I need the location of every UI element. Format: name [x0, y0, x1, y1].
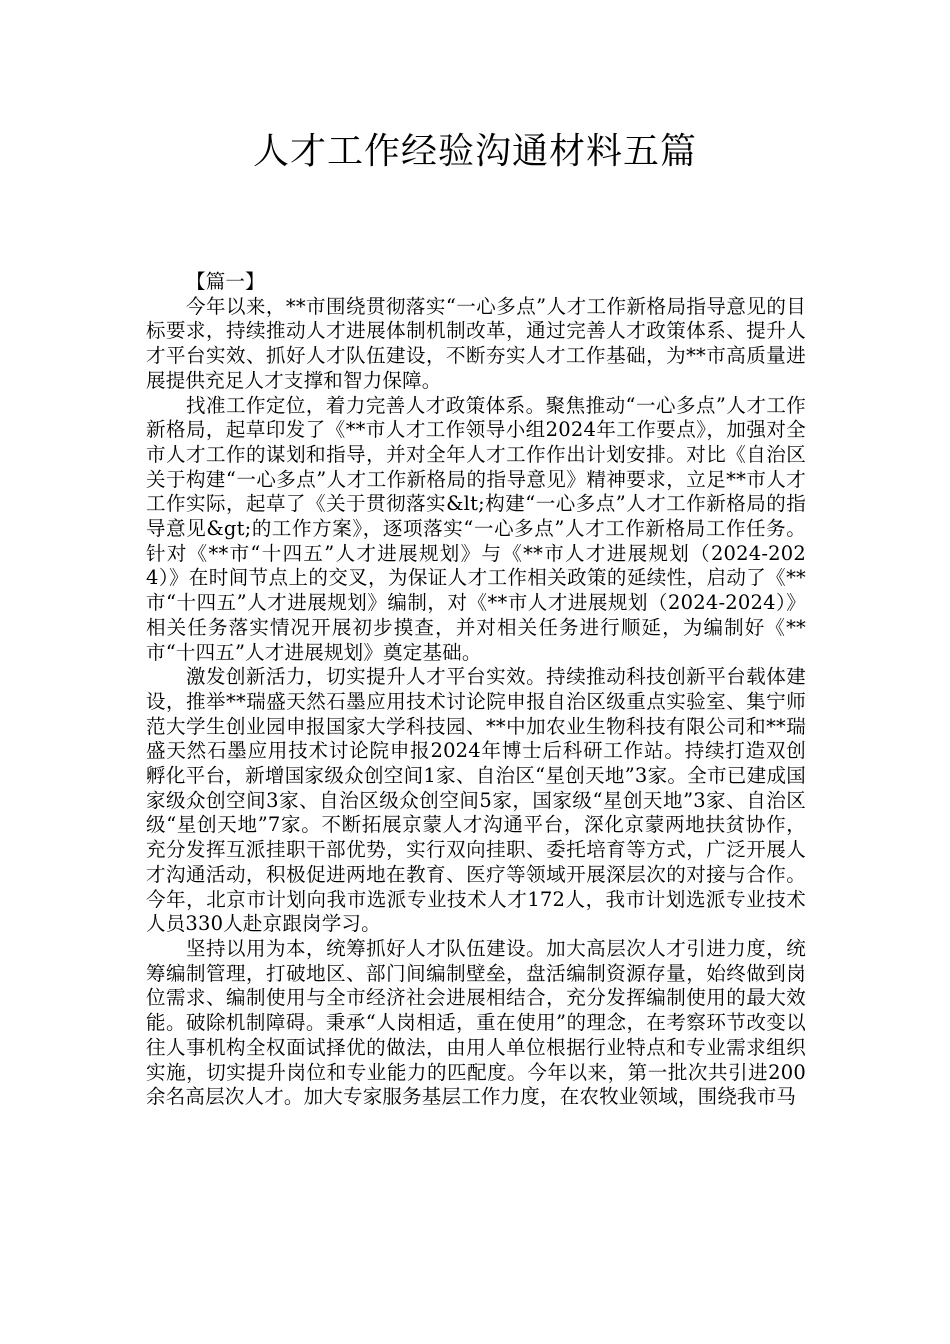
paragraph-platform: 激发创新活力，切实提升人才平台实效。持续推动科技创新平台载体建设，推举**瑞盛天然石墨应用技术讨论院申报自治区级重点实验室、集宁师范大学生创业园申报国家大学科技园、**中加农业生物科技有限公司和**瑞盛天然石墨应用技术讨论院申报2024年博士后科研工作站。持续打造双创孵化平台，新增国家级众创空间1家、自治区“星创天地”3家。全市已建成国家级众创空间3家、自治区级众创空间5家，国家级“星创天地”3家、自治区级“星创天地”7家。不断拓展京蒙人才沟通平台，深化京蒙两地扶贫协作，充分发挥互派挂职干部优势，实行双向挂职、委托培育等方式，广泛开展人才沟通活动，积极促进两地在教育、医疗等领域开展深层次的对接与合作。今年，北京市计划向我市选派专业技术人才172人，我市计划选派专业技术人员330人赴京跟岗学习。 — [146, 665, 806, 936]
document-title: 人才工作经验沟通材料五篇 — [252, 131, 697, 172]
paragraph-policy: 找准工作定位，着力完善人才政策体系。聚焦推动“一心多点”人才工作新格局，起草印发了《**市人才工作领导小组2024年工作要点》，加强对全市人才工作的谋划和指导，并对全年人才工作作出计划安排。对比《自治区关于构建“一心多点”人才工作新格局的指导意见》精神要求，立足**市人才工作实际，起草了《关于贯彻落实&lt;构建“一心多点”人才工作新格局的指导意见&gt;的工作方案》，逐项落实“一心多点”人才工作新格局工作任务。针对《**市“十四五”人才进展规划》与《**市人才进展规划（2024-2024）》在时间节点上的交叉，为保证人才工作相关政策的延续性，启动了《**市“十四五”人才进展规划》编制，对《**市人才进展规划（2024-2024）》相关任务落实情况开展初步摸查，并对相关任务进行顺延，为编制好《**市“十四五”人才进展规划》奠定基础。 — [146, 393, 806, 664]
paragraph-team: 坚持以用为本，统筹抓好人才队伍建设。加大高层次人才引进力度，统筹编制管理，打破地区、部门间编制壁垒，盘活编制资源存量，始终做到岗位需求、编制使用与全市经济社会进展相结合，充分发挥编制使用的最大效能。破除机制障碍。秉承“人岗相适，重在使用”的理念，在考察环节改变以往人事机构全权面试择优的做法，由用人单位根据行业特点和专业需求组织实施，切实提升岗位和专业能力的匹配度。今年以来，第一批次共引进200余名高层次人才。加大专家服务基层工作力度，在农牧业领域，围绕我市马 — [146, 936, 806, 1109]
section-label: 【篇一】 — [186, 270, 265, 293]
paragraph-intro: 今年以来，**市围绕贯彻落实“一心多点”人才工作新格局指导意见的目标要求，持续推动人才进展体制机制改革，通过完善人才政策体系、提升人才平台实效、抓好人才队伍建设，不断夯实人才工作基础，为**市高质量进展提供充足人才支撑和智力保障。 — [146, 294, 806, 392]
document-body — [146, 270, 806, 1110]
